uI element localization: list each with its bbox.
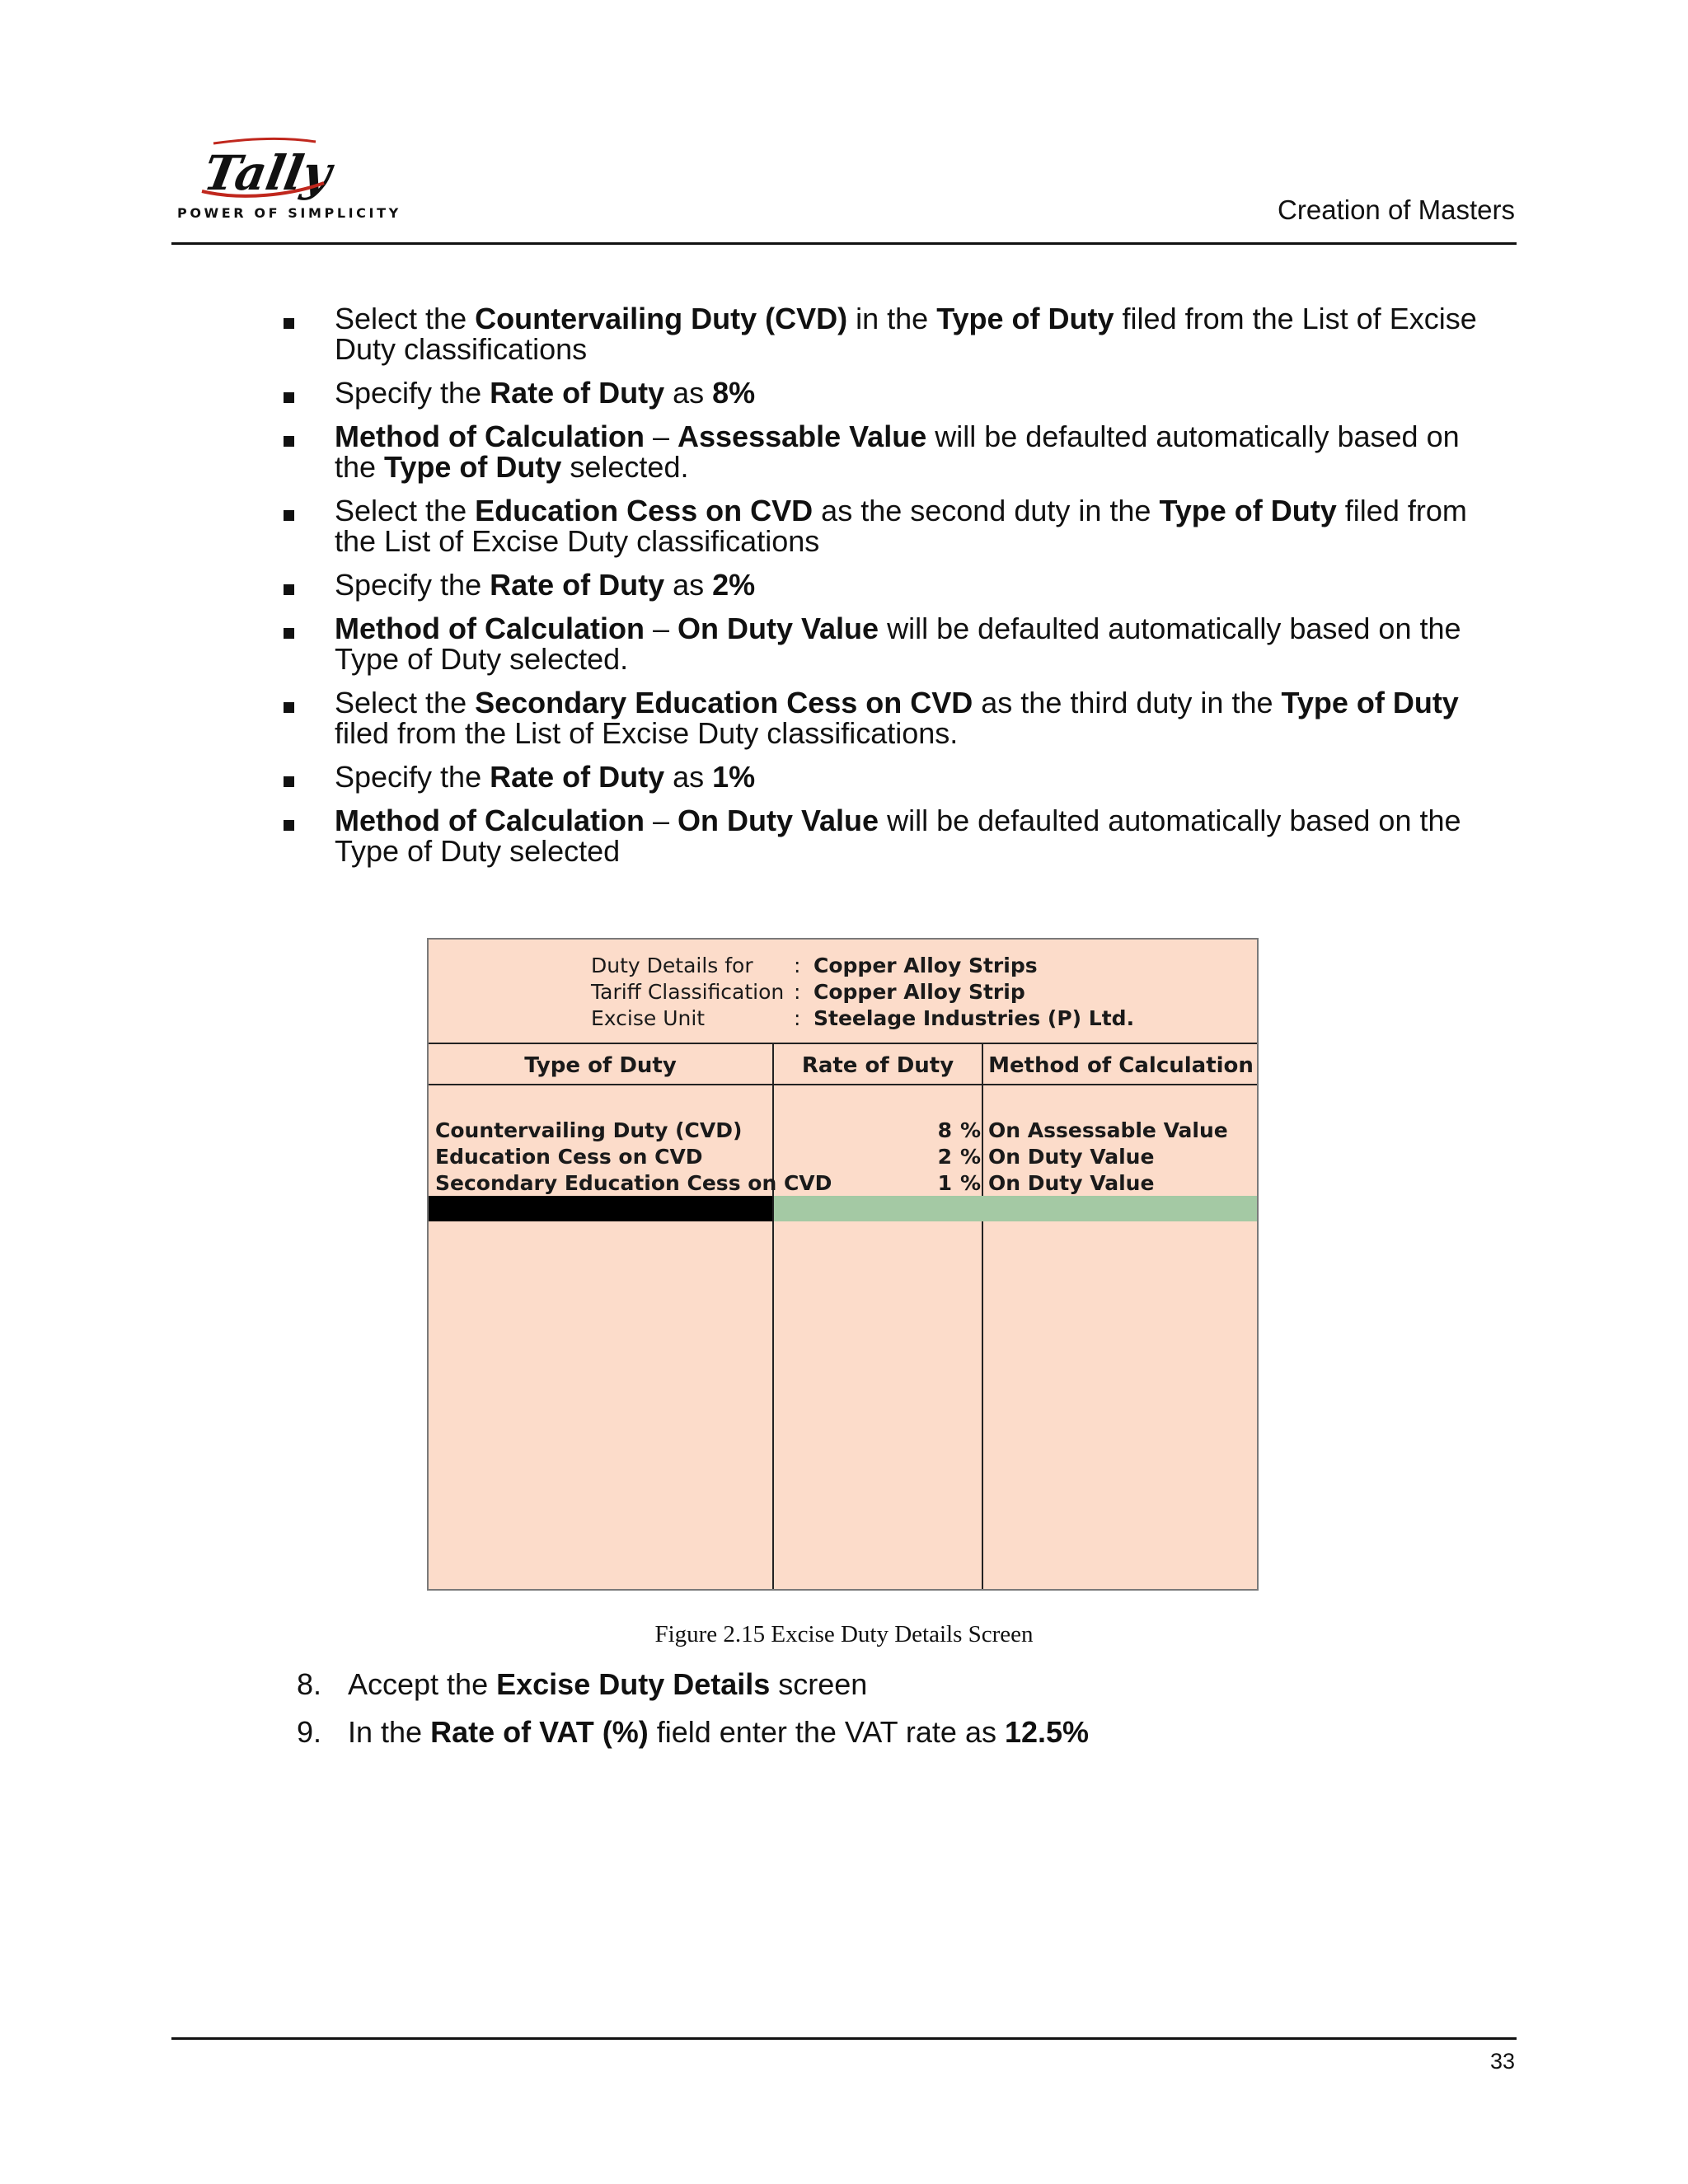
bold-term: 2% xyxy=(712,568,756,602)
text-run: filed from the List of Excise Duty classifications xyxy=(335,302,1477,366)
text-run: Select the xyxy=(335,302,476,335)
bullet-item xyxy=(277,805,1489,866)
rate-percent-sign: % xyxy=(960,1145,982,1169)
bold-term: Method of Calculation xyxy=(335,804,645,837)
bullet-item xyxy=(277,613,1489,674)
calc-method-cell: On Assessable Value xyxy=(988,1118,1228,1142)
bold-term: 12.5% xyxy=(1004,1715,1090,1749)
text-run: will be defaulted automatically based on the xyxy=(335,419,1460,484)
header-divider xyxy=(171,242,1517,245)
text-run: will be defaulted automatically based on the Type of Duty selected. xyxy=(335,612,1461,676)
text-run: Specify the xyxy=(335,376,490,410)
text-run: screen xyxy=(770,1667,868,1701)
bullet-item xyxy=(277,303,1489,364)
duty-type-cell[interactable]: Education Cess on CVD xyxy=(435,1145,703,1169)
duty-rate-cell[interactable]: 8 xyxy=(937,1118,952,1142)
table-header-border xyxy=(429,1084,1257,1085)
bold-term: Type of Duty xyxy=(936,302,1114,335)
rate-percent-sign: % xyxy=(960,1118,982,1142)
text-run: Select the xyxy=(335,686,476,719)
bullet-item xyxy=(277,687,1489,748)
text-run: as xyxy=(664,568,713,602)
instruction-bullet-list xyxy=(277,303,1489,879)
bold-term: Rate of VAT (%) xyxy=(430,1715,649,1749)
excise-duty-details-screen xyxy=(427,938,1259,1591)
column-divider xyxy=(982,1043,983,1589)
selection-highlight-row xyxy=(774,1196,1257,1221)
bullet-item xyxy=(277,377,1489,408)
text-run: as the third duty in the xyxy=(973,686,1282,719)
calc-method-cell: On Duty Value xyxy=(988,1171,1155,1195)
bold-term: Method of Calculation xyxy=(335,612,645,645)
info-label: Duty Details for xyxy=(591,954,753,977)
bold-term: Type of Duty xyxy=(1159,494,1337,527)
figure-caption: Figure 2.15 Excise Duty Details Screen xyxy=(654,1621,1034,1647)
bullet-item xyxy=(277,569,1489,600)
column-header-type-of-duty: Type of Duty xyxy=(524,1053,677,1078)
info-value: Copper Alloy Strip xyxy=(814,980,1025,1004)
step-item xyxy=(297,1668,1089,1701)
duty-rate-cell[interactable]: 1 xyxy=(937,1171,952,1195)
info-colon: : xyxy=(794,980,801,1004)
text-run: Specify the xyxy=(335,568,490,602)
text-run: – xyxy=(644,612,678,645)
info-value: Copper Alloy Strips xyxy=(814,954,1038,977)
text-run: in the xyxy=(847,302,937,335)
bullet-item xyxy=(277,495,1489,556)
info-label: Excise Unit xyxy=(591,1006,706,1030)
text-run: Specify the xyxy=(335,760,490,794)
bold-term: Education Cess on CVD xyxy=(475,494,814,527)
rate-percent-sign: % xyxy=(960,1171,982,1195)
bold-term: Rate of Duty xyxy=(490,760,665,794)
calc-method-cell: On Duty Value xyxy=(988,1145,1155,1169)
logo-wordmark: Tally xyxy=(199,144,336,201)
bold-term: Countervailing Duty (CVD) xyxy=(475,302,848,335)
page-number: 33 xyxy=(1489,2049,1515,2074)
step-number: 9. xyxy=(297,1715,322,1749)
bold-term: On Duty Value xyxy=(678,804,879,837)
bullet-item xyxy=(277,762,1489,792)
bold-term: Assessable Value xyxy=(678,419,927,453)
step-item xyxy=(297,1716,1089,1749)
info-value: Steelage Industries (P) Ltd. xyxy=(814,1006,1135,1030)
bold-term: Rate of Duty xyxy=(490,568,665,602)
text-run: as the second duty in the xyxy=(813,494,1160,527)
bold-term: Excise Duty Details xyxy=(496,1667,771,1701)
column-header-method-of-calculation: Method of Calculation xyxy=(988,1053,1254,1078)
info-label: Tariff Classification xyxy=(591,980,785,1004)
text-run: Accept the xyxy=(348,1667,497,1701)
column-header-rate-of-duty: Rate of Duty xyxy=(801,1053,954,1078)
bullet-item xyxy=(277,421,1489,482)
bold-term: Secondary Education Cess on CVD xyxy=(475,686,973,719)
step-number: 8. xyxy=(297,1667,322,1701)
text-run: field enter the VAT rate as xyxy=(648,1715,1005,1749)
bold-term: 8% xyxy=(712,376,756,410)
duty-type-cell[interactable]: Secondary Education Cess on CVD xyxy=(435,1171,832,1195)
logo-tagline: POWER OF SIMPLICITY xyxy=(177,205,401,221)
footer-divider xyxy=(171,2037,1517,2040)
bold-term: 1% xyxy=(712,760,756,794)
bold-term: On Duty Value xyxy=(678,612,879,645)
duty-rate-cell[interactable]: 2 xyxy=(937,1145,952,1169)
duty-type-cell[interactable]: Countervailing Duty (CVD) xyxy=(435,1118,743,1142)
empty-duty-type-entry[interactable] xyxy=(429,1196,772,1221)
text-run: will be defaulted automatically based on the Type of Duty selected xyxy=(335,804,1461,868)
bold-term: Method of Calculation xyxy=(335,419,645,453)
section-title: Creation of Masters xyxy=(1278,194,1515,225)
info-colon: : xyxy=(794,954,801,977)
text-run: – xyxy=(644,419,678,453)
text-run: – xyxy=(644,804,678,837)
text-run: Select the xyxy=(335,494,476,527)
text-run: filed from the List of Excise Duty classifications. xyxy=(335,716,959,750)
table-top-border xyxy=(429,1043,1257,1044)
text-run: as xyxy=(664,376,713,410)
bold-term: Rate of Duty xyxy=(490,376,665,410)
bold-term: Type of Duty xyxy=(384,450,562,484)
info-colon: : xyxy=(794,1006,801,1030)
text-run: filed from the List of Excise Duty classifications xyxy=(335,494,1467,558)
numbered-steps xyxy=(297,1668,1089,1764)
text-run: as xyxy=(664,760,713,794)
text-run: selected. xyxy=(561,450,689,484)
text-run: In the xyxy=(348,1715,431,1749)
bold-term: Type of Duty xyxy=(1281,686,1459,719)
